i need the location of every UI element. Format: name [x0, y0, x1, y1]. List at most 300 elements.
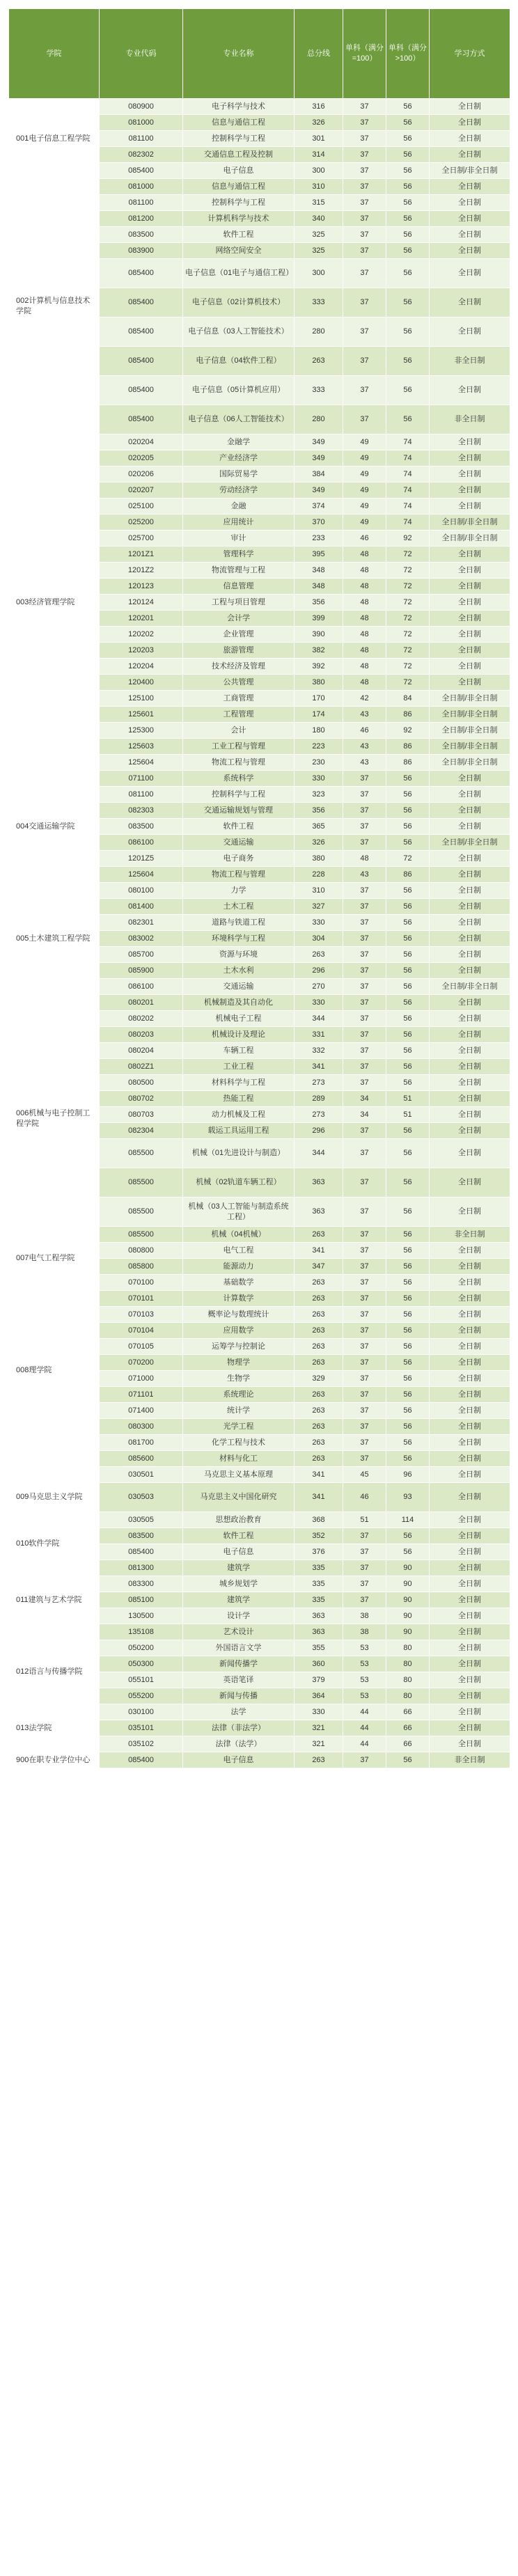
- study-mode-cell: 全日制: [430, 1027, 510, 1043]
- single-100-cell: 49: [343, 498, 386, 515]
- total-score-cell: 355: [295, 1640, 343, 1656]
- study-mode-cell: 全日制/非全日制: [430, 739, 510, 755]
- major-code-cell: 135108: [100, 1624, 183, 1640]
- total-score-cell: 280: [295, 317, 343, 347]
- major-name-cell: 环境科学与工程: [183, 931, 295, 947]
- study-mode-cell: 全日制: [430, 915, 510, 931]
- major-name-cell: 马克思主义基本原理: [183, 1467, 295, 1483]
- major-code-cell: 083300: [100, 1576, 183, 1592]
- study-mode-cell: 全日制: [430, 1483, 510, 1512]
- single-over-100-cell: 56: [386, 1227, 430, 1243]
- major-code-cell: 125300: [100, 723, 183, 739]
- major-name-cell: 化学工程与技术: [183, 1435, 295, 1451]
- study-mode-cell: 全日制: [430, 659, 510, 675]
- single-100-cell: 37: [343, 1011, 386, 1027]
- single-over-100-cell: 56: [386, 915, 430, 931]
- single-over-100-cell: 56: [386, 1419, 430, 1435]
- single-over-100-cell: 56: [386, 163, 430, 179]
- single-over-100-cell: 86: [386, 707, 430, 723]
- total-score-cell: 395: [295, 547, 343, 563]
- single-over-100-cell: 56: [386, 1528, 430, 1544]
- single-over-100-cell: 80: [386, 1672, 430, 1688]
- study-mode-cell: 全日制: [430, 1371, 510, 1387]
- table-body: [9, 99, 510, 1768]
- study-mode-cell: 全日制: [430, 1467, 510, 1483]
- major-code-cell: 025700: [100, 531, 183, 547]
- major-code-cell: 085500: [100, 1168, 183, 1197]
- major-name-cell: 旅游管理: [183, 643, 295, 659]
- single-100-cell: 37: [343, 1059, 386, 1075]
- single-100-cell: 37: [343, 211, 386, 227]
- total-score-cell: 228: [295, 867, 343, 883]
- major-name-cell: 载运工具运用工程: [183, 1123, 295, 1139]
- single-100-cell: 37: [343, 195, 386, 211]
- major-code-cell: 085400: [100, 1752, 183, 1768]
- college-cell: 009马克思主义学院: [9, 1467, 100, 1528]
- major-code-cell: 082301: [100, 915, 183, 931]
- study-mode-cell: 全日制/非全日制: [430, 531, 510, 547]
- single-100-cell: 46: [343, 531, 386, 547]
- single-100-cell: 37: [343, 1043, 386, 1059]
- single-over-100-cell: 56: [386, 1139, 430, 1168]
- single-100-cell: 37: [343, 883, 386, 899]
- total-score-cell: 296: [295, 1123, 343, 1139]
- single-100-cell: 37: [343, 1291, 386, 1307]
- single-over-100-cell: 51: [386, 1091, 430, 1107]
- major-code-cell: 030501: [100, 1467, 183, 1483]
- major-name-cell: 道路与铁道工程: [183, 915, 295, 931]
- major-code-cell: 085800: [100, 1259, 183, 1275]
- college-cell: 001电子信息工程学院: [9, 99, 100, 179]
- single-over-100-cell: 56: [386, 347, 430, 376]
- total-score-cell: 263: [295, 1387, 343, 1403]
- total-score-cell: 363: [295, 1608, 343, 1624]
- single-over-100-cell: 56: [386, 317, 430, 347]
- table-row: [9, 1467, 510, 1483]
- study-mode-cell: 全日制: [430, 131, 510, 147]
- total-score-cell: 263: [295, 1435, 343, 1451]
- single-over-100-cell: 86: [386, 739, 430, 755]
- major-code-cell: 080203: [100, 1027, 183, 1043]
- major-code-cell: 085400: [100, 317, 183, 347]
- major-name-cell: 工商管理: [183, 691, 295, 707]
- total-score-cell: 273: [295, 1075, 343, 1091]
- major-code-cell: 071101: [100, 1387, 183, 1403]
- single-over-100-cell: 56: [386, 803, 430, 819]
- major-code-cell: 080702: [100, 1091, 183, 1107]
- single-100-cell: 34: [343, 1091, 386, 1107]
- single-100-cell: 49: [343, 450, 386, 466]
- single-over-100-cell: 66: [386, 1704, 430, 1720]
- single-over-100-cell: 86: [386, 755, 430, 771]
- single-100-cell: 46: [343, 723, 386, 739]
- table-row: [9, 1560, 510, 1576]
- major-code-cell: 020206: [100, 466, 183, 482]
- single-100-cell: 37: [343, 899, 386, 915]
- major-code-cell: 125604: [100, 867, 183, 883]
- total-score-cell: 341: [295, 1059, 343, 1075]
- single-100-cell: 37: [343, 1355, 386, 1371]
- single-100-cell: 37: [343, 1339, 386, 1355]
- study-mode-cell: 全日制: [430, 1139, 510, 1168]
- total-score-cell: 341: [295, 1243, 343, 1259]
- major-name-cell: 建筑学: [183, 1560, 295, 1576]
- total-score-cell: 399: [295, 611, 343, 627]
- total-score-cell: 326: [295, 835, 343, 851]
- single-over-100-cell: 56: [386, 195, 430, 211]
- study-mode-cell: 全日制: [430, 259, 510, 288]
- single-over-100-cell: 56: [386, 405, 430, 434]
- study-mode-cell: 全日制: [430, 1387, 510, 1403]
- single-over-100-cell: 56: [386, 931, 430, 947]
- study-mode-cell: 全日制: [430, 211, 510, 227]
- single-over-100-cell: 56: [386, 1544, 430, 1560]
- major-name-cell: 系统科学: [183, 771, 295, 787]
- total-score-cell: 335: [295, 1560, 343, 1576]
- single-over-100-cell: 72: [386, 627, 430, 643]
- single-over-100-cell: 66: [386, 1736, 430, 1752]
- total-score-cell: 330: [295, 771, 343, 787]
- major-code-cell: 125100: [100, 691, 183, 707]
- header-major-name: 专业名称: [183, 9, 295, 99]
- major-name-cell: 电子信息（04软件工程）: [183, 347, 295, 376]
- single-over-100-cell: 80: [386, 1640, 430, 1656]
- table-row: [9, 1704, 510, 1720]
- single-over-100-cell: 56: [386, 787, 430, 803]
- major-code-cell: 085400: [100, 405, 183, 434]
- single-100-cell: 53: [343, 1672, 386, 1688]
- major-name-cell: 审计: [183, 531, 295, 547]
- single-over-100-cell: 56: [386, 1435, 430, 1451]
- major-code-cell: 085500: [100, 1227, 183, 1243]
- single-100-cell: 37: [343, 1275, 386, 1291]
- single-over-100-cell: 90: [386, 1592, 430, 1608]
- total-score-cell: 365: [295, 819, 343, 835]
- total-score-cell: 344: [295, 1011, 343, 1027]
- study-mode-cell: 全日制: [430, 317, 510, 347]
- single-over-100-cell: 56: [386, 963, 430, 979]
- total-score-cell: 384: [295, 466, 343, 482]
- total-score-cell: 352: [295, 1528, 343, 1544]
- total-score-cell: 321: [295, 1736, 343, 1752]
- total-score-cell: 368: [295, 1512, 343, 1528]
- major-name-cell: 网络空间安全: [183, 243, 295, 259]
- single-100-cell: 53: [343, 1640, 386, 1656]
- study-mode-cell: 全日制: [430, 243, 510, 259]
- major-name-cell: 物流工程与管理: [183, 867, 295, 883]
- total-score-cell: 390: [295, 627, 343, 643]
- total-score-cell: 379: [295, 1672, 343, 1688]
- total-score-cell: 263: [295, 1323, 343, 1339]
- single-over-100-cell: 114: [386, 1512, 430, 1528]
- study-mode-cell: 全日制: [430, 498, 510, 515]
- study-mode-cell: 全日制/非全日制: [430, 707, 510, 723]
- study-mode-cell: 全日制: [430, 195, 510, 211]
- total-score-cell: 332: [295, 1043, 343, 1059]
- study-mode-cell: 全日制: [430, 1544, 510, 1560]
- total-score-cell: 326: [295, 115, 343, 131]
- major-code-cell: 085400: [100, 259, 183, 288]
- study-mode-cell: 全日制: [430, 1688, 510, 1704]
- single-100-cell: 37: [343, 915, 386, 931]
- major-code-cell: 120400: [100, 675, 183, 691]
- major-code-cell: 130500: [100, 1608, 183, 1624]
- major-name-cell: 概率论与数理统计: [183, 1307, 295, 1323]
- major-code-cell: 055101: [100, 1672, 183, 1688]
- single-over-100-cell: 51: [386, 1107, 430, 1123]
- major-code-cell: 120202: [100, 627, 183, 643]
- single-over-100-cell: 90: [386, 1624, 430, 1640]
- total-score-cell: 263: [295, 1355, 343, 1371]
- single-100-cell: 43: [343, 867, 386, 883]
- single-over-100-cell: 56: [386, 1059, 430, 1075]
- study-mode-cell: 全日制: [430, 963, 510, 979]
- total-score-cell: 263: [295, 1451, 343, 1467]
- major-code-cell: 071400: [100, 1403, 183, 1419]
- major-name-cell: 机械（02轨道车辆工程）: [183, 1168, 295, 1197]
- table-header: [9, 9, 510, 99]
- single-over-100-cell: 56: [386, 771, 430, 787]
- total-score-cell: 360: [295, 1656, 343, 1672]
- major-code-cell: 025200: [100, 515, 183, 531]
- single-over-100-cell: 56: [386, 1011, 430, 1027]
- major-code-cell: 120201: [100, 611, 183, 627]
- major-code-cell: 083500: [100, 227, 183, 243]
- major-name-cell: 设计学: [183, 1608, 295, 1624]
- total-score-cell: 223: [295, 739, 343, 755]
- single-over-100-cell: 56: [386, 979, 430, 995]
- major-code-cell: 120203: [100, 643, 183, 659]
- major-code-cell: 081100: [100, 195, 183, 211]
- total-score-cell: 310: [295, 179, 343, 195]
- major-name-cell: 城乡规划学: [183, 1576, 295, 1592]
- total-score-cell: 380: [295, 675, 343, 691]
- total-score-cell: 263: [295, 947, 343, 963]
- major-name-cell: 软件工程: [183, 1528, 295, 1544]
- major-name-cell: 控制科学与工程: [183, 195, 295, 211]
- single-100-cell: 37: [343, 819, 386, 835]
- single-over-100-cell: 72: [386, 659, 430, 675]
- major-code-cell: 081700: [100, 1435, 183, 1451]
- major-name-cell: 机械（01先进设计与制造）: [183, 1139, 295, 1168]
- single-100-cell: 44: [343, 1704, 386, 1720]
- single-over-100-cell: 90: [386, 1608, 430, 1624]
- major-code-cell: 081100: [100, 131, 183, 147]
- single-over-100-cell: 90: [386, 1576, 430, 1592]
- study-mode-cell: 全日制: [430, 1512, 510, 1528]
- single-over-100-cell: 56: [386, 1323, 430, 1339]
- single-100-cell: 43: [343, 755, 386, 771]
- total-score-cell: 314: [295, 147, 343, 163]
- major-name-cell: 热能工程: [183, 1091, 295, 1107]
- major-code-cell: 081400: [100, 899, 183, 915]
- major-name-cell: 资源与环境: [183, 947, 295, 963]
- single-100-cell: 37: [343, 787, 386, 803]
- single-over-100-cell: 56: [386, 1123, 430, 1139]
- total-score-cell: 263: [295, 1752, 343, 1768]
- single-100-cell: 48: [343, 563, 386, 579]
- table-row: [9, 434, 510, 450]
- study-mode-cell: 全日制: [430, 376, 510, 405]
- study-mode-cell: 全日制: [430, 434, 510, 450]
- major-name-cell: 国际贸易学: [183, 466, 295, 482]
- major-code-cell: 070100: [100, 1275, 183, 1291]
- major-name-cell: 系统理论: [183, 1387, 295, 1403]
- single-100-cell: 37: [343, 405, 386, 434]
- single-over-100-cell: 96: [386, 1467, 430, 1483]
- major-name-cell: 运筹学与控制论: [183, 1339, 295, 1355]
- total-score-cell: 374: [295, 498, 343, 515]
- study-mode-cell: 全日制/非全日制: [430, 835, 510, 851]
- college-cell: 007电气工程学院: [9, 1243, 100, 1275]
- major-name-cell: 软件工程: [183, 227, 295, 243]
- total-score-cell: 325: [295, 227, 343, 243]
- single-100-cell: 37: [343, 771, 386, 787]
- study-mode-cell: 全日制: [430, 819, 510, 835]
- single-over-100-cell: 74: [386, 515, 430, 531]
- college-cell: 012语言与传播学院: [9, 1640, 100, 1704]
- total-score-cell: 280: [295, 405, 343, 434]
- single-100-cell: 43: [343, 707, 386, 723]
- major-code-cell: 071000: [100, 1371, 183, 1387]
- major-name-cell: 信息管理: [183, 579, 295, 595]
- study-mode-cell: 全日制: [430, 851, 510, 867]
- major-code-cell: 020204: [100, 434, 183, 450]
- major-code-cell: 1201Z1: [100, 547, 183, 563]
- study-mode-cell: 全日制: [430, 1624, 510, 1640]
- major-name-cell: 法律（法学）: [183, 1736, 295, 1752]
- major-code-cell: 080100: [100, 883, 183, 899]
- major-name-cell: 电子信息（05计算机应用）: [183, 376, 295, 405]
- single-100-cell: 37: [343, 227, 386, 243]
- total-score-cell: 341: [295, 1483, 343, 1512]
- major-code-cell: 085100: [100, 1592, 183, 1608]
- major-name-cell: 马克思主义中国化研究: [183, 1483, 295, 1512]
- header-college: 学院: [9, 9, 100, 99]
- total-score-cell: 263: [295, 347, 343, 376]
- single-100-cell: 37: [343, 803, 386, 819]
- major-name-cell: 外国语言文学: [183, 1640, 295, 1656]
- major-code-cell: 070105: [100, 1339, 183, 1355]
- single-over-100-cell: 66: [386, 1720, 430, 1736]
- major-name-cell: 思想政治教育: [183, 1512, 295, 1528]
- study-mode-cell: 全日制: [430, 1435, 510, 1451]
- total-score-cell: 263: [295, 1419, 343, 1435]
- single-over-100-cell: 56: [386, 1259, 430, 1275]
- college-cell: 002计算机与信息技术学院: [9, 179, 100, 434]
- study-mode-cell: 全日制/非全日制: [430, 723, 510, 739]
- single-over-100-cell: 56: [386, 259, 430, 288]
- study-mode-cell: 全日制: [430, 466, 510, 482]
- single-over-100-cell: 56: [386, 1168, 430, 1197]
- single-over-100-cell: 56: [386, 1075, 430, 1091]
- total-score-cell: 364: [295, 1688, 343, 1704]
- single-100-cell: 37: [343, 163, 386, 179]
- total-score-cell: 263: [295, 1275, 343, 1291]
- major-name-cell: 材料与化工: [183, 1451, 295, 1467]
- single-100-cell: 37: [343, 1387, 386, 1403]
- study-mode-cell: 全日制: [430, 899, 510, 915]
- major-name-cell: 计算机科学与技术: [183, 211, 295, 227]
- major-name-cell: 会计: [183, 723, 295, 739]
- major-code-cell: 080204: [100, 1043, 183, 1059]
- single-over-100-cell: 56: [386, 1387, 430, 1403]
- single-over-100-cell: 74: [386, 450, 430, 466]
- major-code-cell: 030503: [100, 1483, 183, 1512]
- total-score-cell: 330: [295, 915, 343, 931]
- total-score-cell: 327: [295, 899, 343, 915]
- major-code-cell: 020207: [100, 482, 183, 498]
- single-100-cell: 37: [343, 115, 386, 131]
- college-cell: 003经济管理学院: [9, 434, 100, 771]
- major-name-cell: 电气工程: [183, 1243, 295, 1259]
- single-100-cell: 37: [343, 1197, 386, 1227]
- total-score-cell: 263: [295, 1227, 343, 1243]
- header-study-mode: 学习方式: [430, 9, 510, 99]
- study-mode-cell: 全日制: [430, 1419, 510, 1435]
- study-mode-cell: 全日制/非全日制: [430, 163, 510, 179]
- total-score-cell: 349: [295, 434, 343, 450]
- single-over-100-cell: 84: [386, 691, 430, 707]
- major-code-cell: 085400: [100, 1544, 183, 1560]
- major-code-cell: 085400: [100, 347, 183, 376]
- study-mode-cell: 全日制/非全日制: [430, 515, 510, 531]
- single-over-100-cell: 56: [386, 947, 430, 963]
- college-cell: 004交通运输学院: [9, 771, 100, 883]
- single-over-100-cell: 72: [386, 675, 430, 691]
- study-mode-cell: 全日制: [430, 1011, 510, 1027]
- major-code-cell: 083500: [100, 819, 183, 835]
- total-score-cell: 380: [295, 851, 343, 867]
- major-name-cell: 工业工程: [183, 1059, 295, 1075]
- total-score-cell: 289: [295, 1091, 343, 1107]
- single-100-cell: 37: [343, 147, 386, 163]
- major-code-cell: 086100: [100, 835, 183, 851]
- major-name-cell: 生物学: [183, 1371, 295, 1387]
- major-code-cell: 080500: [100, 1075, 183, 1091]
- study-mode-cell: 全日制: [430, 547, 510, 563]
- major-code-cell: 080703: [100, 1107, 183, 1123]
- major-code-cell: 082303: [100, 803, 183, 819]
- major-code-cell: 125604: [100, 755, 183, 771]
- single-100-cell: 37: [343, 1528, 386, 1544]
- header-total-score: 总分线: [295, 9, 343, 99]
- major-name-cell: 机械电子工程: [183, 1011, 295, 1027]
- study-mode-cell: 全日制: [430, 867, 510, 883]
- major-code-cell: 050200: [100, 1640, 183, 1656]
- study-mode-cell: 全日制: [430, 227, 510, 243]
- major-name-cell: 控制科学与工程: [183, 787, 295, 803]
- major-name-cell: 金融: [183, 498, 295, 515]
- total-score-cell: 321: [295, 1720, 343, 1736]
- study-mode-cell: 全日制: [430, 611, 510, 627]
- header-single-subject-100: 单科（满分=100）: [343, 9, 386, 99]
- study-mode-cell: 全日制: [430, 147, 510, 163]
- single-over-100-cell: 72: [386, 579, 430, 595]
- major-name-cell: 土木水利: [183, 963, 295, 979]
- major-name-cell: 力学: [183, 883, 295, 899]
- total-score-cell: 341: [295, 1467, 343, 1483]
- single-100-cell: 37: [343, 1259, 386, 1275]
- study-mode-cell: 全日制: [430, 1107, 510, 1123]
- study-mode-cell: 全日制: [430, 179, 510, 195]
- major-name-cell: 统计学: [183, 1403, 295, 1419]
- single-100-cell: 37: [343, 995, 386, 1011]
- college-cell: 900在职专业学位中心: [9, 1752, 100, 1768]
- major-code-cell: 083500: [100, 1528, 183, 1544]
- study-mode-cell: 全日制: [430, 627, 510, 643]
- major-code-cell: 080201: [100, 995, 183, 1011]
